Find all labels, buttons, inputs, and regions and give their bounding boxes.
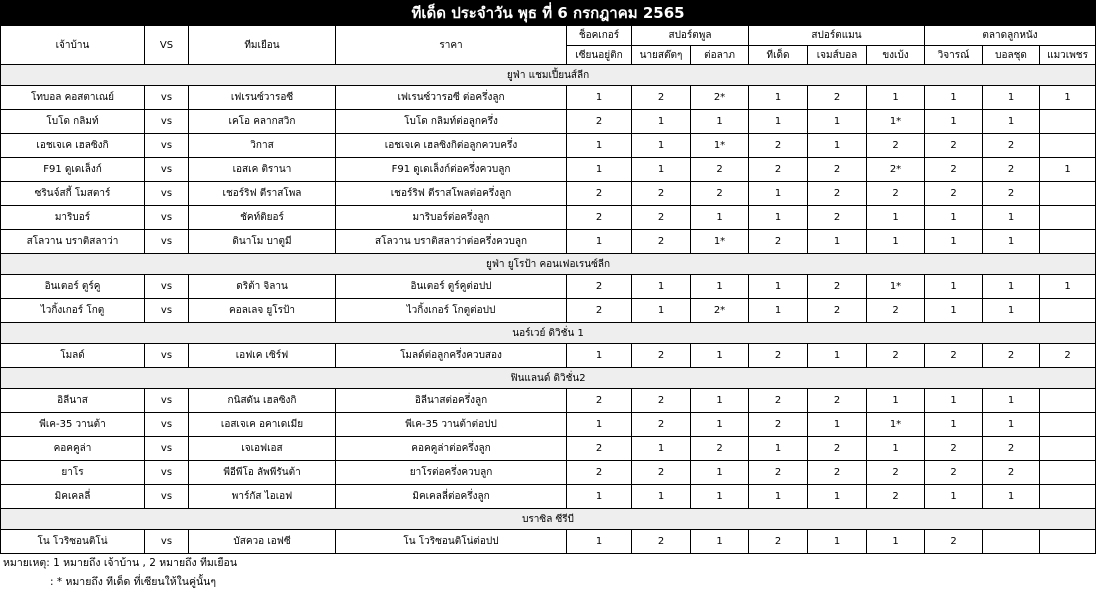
pick-cell: 2	[867, 299, 925, 323]
away-team: วิกาส	[189, 134, 336, 158]
pick-cell: 1	[983, 206, 1040, 230]
pick-cell: 1	[808, 110, 867, 134]
pick-cell: 1	[567, 413, 632, 437]
pick-cell: 2	[749, 530, 808, 554]
pick-cell: 2	[567, 206, 632, 230]
pick-cell: 2	[983, 158, 1040, 182]
price-line: ยาโรต่อครึ่งควบลูก	[336, 461, 567, 485]
away-team: เคโอ คลากสวิก	[189, 110, 336, 134]
pick-cell	[1040, 299, 1096, 323]
pick-cell: 1	[983, 413, 1040, 437]
vs-label: vs	[145, 275, 189, 299]
vs-label: vs	[145, 344, 189, 368]
pick-cell: 1	[808, 413, 867, 437]
pick-cell: 1	[567, 230, 632, 254]
pick-cell: 1	[925, 206, 983, 230]
pick-cell: 2	[925, 158, 983, 182]
match-row	[1, 206, 1096, 230]
pick-cell	[1040, 413, 1096, 437]
subheader-tipster-8: บอลชุด	[983, 46, 1040, 65]
price-line: เอชเจเค เฮลซิงกิต่อลูกควบครึ่ง	[336, 134, 567, 158]
pick-cell: 1	[867, 530, 925, 554]
match-row	[1, 413, 1096, 437]
pick-cell: 2	[925, 461, 983, 485]
pick-cell: 1	[691, 110, 749, 134]
vs-label: vs	[145, 230, 189, 254]
pick-cell: 2	[808, 206, 867, 230]
header-away: ทีมเยือน	[189, 26, 336, 65]
pick-cell: 2	[567, 461, 632, 485]
vs-label: vs	[145, 110, 189, 134]
pick-cell: 2	[749, 413, 808, 437]
pick-cell: 1	[749, 485, 808, 509]
home-team: โมลด์	[1, 344, 145, 368]
pick-cell: 1	[632, 299, 691, 323]
price-line: โน โวริซอนติโน่ต่อปป	[336, 530, 567, 554]
away-team: พีอีพีโอ ลัพพีรันต้า	[189, 461, 336, 485]
pick-cell: 2	[749, 158, 808, 182]
pick-cell: 1	[808, 230, 867, 254]
pick-cell: 1	[632, 485, 691, 509]
pick-cell	[1040, 437, 1096, 461]
away-team: เอสเค ติรานา	[189, 158, 336, 182]
pick-cell: 1	[983, 485, 1040, 509]
pick-cell: 1	[691, 530, 749, 554]
note-legend-teams: หมายเหตุ: 1 หมายถึง เจ้าบ้าน , 2 หมายถึง ทีมเยือน	[3, 557, 238, 569]
pick-cell: 2	[983, 182, 1040, 206]
away-team: คอลเลจ ยูโรป้า	[189, 299, 336, 323]
pick-cell	[1040, 230, 1096, 254]
away-team: ชัคท์ติยอร์	[189, 206, 336, 230]
pick-cell: 2	[808, 389, 867, 413]
away-team: พาร์กัส ไอเอฟ	[189, 485, 336, 509]
away-team: เชอร์ริฟ ตีราสโพล	[189, 182, 336, 206]
header-home: เจ้าบ้าน	[1, 26, 145, 65]
league-name: นอร์เวย์ ดิวิชั่น 1	[1, 323, 1096, 344]
pick-cell: 1	[925, 86, 983, 110]
match-row	[1, 437, 1096, 461]
pick-cell: 1	[808, 134, 867, 158]
pick-cell: 2	[632, 86, 691, 110]
pick-cell	[1040, 485, 1096, 509]
pick-cell: 1	[632, 110, 691, 134]
pick-cell: 1	[691, 344, 749, 368]
pick-cell: 1	[691, 461, 749, 485]
match-row	[1, 275, 1096, 299]
match-row	[1, 110, 1096, 134]
price-line: โบโด กลิมท์ต่อลูกครึ่ง	[336, 110, 567, 134]
home-team: สโลวาน บราติสลาว่า	[1, 230, 145, 254]
league-name: ยูฟ่า ยูโรป้า คอนเฟอเรนซ์ลีก	[1, 254, 1096, 275]
header-price: ราคา	[336, 26, 567, 65]
match-row	[1, 299, 1096, 323]
price-line: อิลีนาสต่อครึ่งลูก	[336, 389, 567, 413]
match-row	[1, 134, 1096, 158]
pick-cell: 2	[567, 437, 632, 461]
pick-cell: 2	[567, 110, 632, 134]
match-row	[1, 485, 1096, 509]
pick-cell: 2	[983, 461, 1040, 485]
pick-cell: 2	[749, 389, 808, 413]
pick-cell: 2	[691, 182, 749, 206]
pick-cell: 1	[749, 437, 808, 461]
match-row	[1, 461, 1096, 485]
pick-cell: 1	[567, 485, 632, 509]
subheader-tipster-7: วิจารณ์	[925, 46, 983, 65]
home-team: เอชเจเค เฮลซิงกิ	[1, 134, 145, 158]
vs-label: vs	[145, 134, 189, 158]
pick-cell: 1	[983, 389, 1040, 413]
pick-cell: 2	[749, 461, 808, 485]
pick-cell: 1*	[867, 413, 925, 437]
price-line: เชอร์ริฟ ตีราสโพลต่อครึ่งลูก	[336, 182, 567, 206]
home-team: ยาโร	[1, 461, 145, 485]
pick-cell: 1	[925, 275, 983, 299]
pick-cell	[1040, 134, 1096, 158]
league-row	[1, 509, 1096, 530]
pick-cell: 1	[749, 182, 808, 206]
pick-cell: 1	[632, 275, 691, 299]
pick-cell: 2	[567, 389, 632, 413]
subheader-tipster-3: ต่อลาภ	[691, 46, 749, 65]
league-name: ยูฟ่า แชมเปี้ยนส์ลีก	[1, 65, 1096, 86]
pick-cell: 1	[983, 230, 1040, 254]
pick-cell: 2	[632, 389, 691, 413]
match-row	[1, 158, 1096, 182]
vs-label: vs	[145, 413, 189, 437]
pick-cell: 1	[925, 389, 983, 413]
pick-cell: 1	[567, 530, 632, 554]
pick-cell: 1	[983, 110, 1040, 134]
pick-cell: 2	[749, 134, 808, 158]
pick-cell: 2	[808, 86, 867, 110]
home-team: อินเตอร์ ตูร์คู	[1, 275, 145, 299]
pick-cell	[1040, 182, 1096, 206]
home-team: โบโด กลิมท์	[1, 110, 145, 134]
group-header-sportman: สปอร์ตแมน	[749, 26, 925, 46]
away-team: ดินาโม บาตูมี	[189, 230, 336, 254]
away-team: เฟเรนซ์วารอซี	[189, 86, 336, 110]
pick-cell: 1	[808, 344, 867, 368]
vs-label: vs	[145, 182, 189, 206]
league-row	[1, 254, 1096, 275]
subheader-tipster-5: เจมส์บอล	[808, 46, 867, 65]
subheader-tipster-9: แมวเพชร	[1040, 46, 1096, 65]
vs-label: vs	[145, 299, 189, 323]
pick-cell: 1	[749, 299, 808, 323]
pick-cell: 2	[749, 230, 808, 254]
table-body	[1, 65, 1096, 554]
match-row	[1, 530, 1096, 554]
home-team: มิคเคลลี่	[1, 485, 145, 509]
pick-cell: 2	[867, 461, 925, 485]
pick-cell: 1	[925, 110, 983, 134]
pick-cell: 1*	[867, 110, 925, 134]
pick-cell: 1	[867, 86, 925, 110]
pick-cell: 2	[749, 344, 808, 368]
pick-cell: 1	[691, 206, 749, 230]
vs-label: vs	[145, 86, 189, 110]
league-name: บราซิล ซีรีบี	[1, 509, 1096, 530]
pick-cell	[983, 530, 1040, 554]
match-row	[1, 182, 1096, 206]
league-row	[1, 65, 1096, 86]
price-line: มิคเคลลี่ต่อครึ่งลูก	[336, 485, 567, 509]
match-row	[1, 389, 1096, 413]
pick-cell: 1*	[691, 230, 749, 254]
away-team: บัสควอ เอฟซี	[189, 530, 336, 554]
pick-cell: 2	[808, 437, 867, 461]
pick-cell: 2	[925, 134, 983, 158]
price-line: มาริบอร์ต่อครึ่งลูก	[336, 206, 567, 230]
league-row	[1, 368, 1096, 389]
home-team: ไวกิ้งเกอร์ โกตู	[1, 299, 145, 323]
price-line: พีเค-35 วานต้าต่อปป	[336, 413, 567, 437]
subheader-tipster-2: นายสต๊ตๆ	[632, 46, 691, 65]
pick-cell: 2	[632, 182, 691, 206]
pick-cell: 1*	[867, 275, 925, 299]
pick-cell: 2	[632, 530, 691, 554]
pick-cell: 1	[867, 206, 925, 230]
home-team: มาริบอร์	[1, 206, 145, 230]
pick-cell: 2	[867, 344, 925, 368]
pick-cell: 1	[749, 206, 808, 230]
pick-cell: 2	[567, 275, 632, 299]
pick-cell: 1	[691, 275, 749, 299]
pick-cell: 1	[983, 86, 1040, 110]
vs-label: vs	[145, 389, 189, 413]
away-team: เอสเจเค อคาเดเมีย	[189, 413, 336, 437]
pick-cell: 2	[808, 182, 867, 206]
pick-cell: 1	[867, 389, 925, 413]
away-team: เอฟเค เซิร์ฟ	[189, 344, 336, 368]
vs-label: vs	[145, 485, 189, 509]
pick-cell: 1	[632, 158, 691, 182]
pick-cell: 1	[1040, 275, 1096, 299]
pick-cell: 2	[1040, 344, 1096, 368]
vs-label: vs	[145, 158, 189, 182]
pick-cell: 1	[567, 86, 632, 110]
away-team: เจเอฟเอส	[189, 437, 336, 461]
group-header-sportpool: สปอร์ตพูล	[632, 26, 749, 46]
subheader-tipster-6: ขงเบ้ง	[867, 46, 925, 65]
pick-cell: 1	[808, 485, 867, 509]
pick-cell: 2	[983, 344, 1040, 368]
vs-label: vs	[145, 530, 189, 554]
subheader-tipster-4: ทีเด็ด	[749, 46, 808, 65]
pick-cell: 2	[632, 230, 691, 254]
vs-label: vs	[145, 461, 189, 485]
pick-cell: 1	[567, 158, 632, 182]
league-row	[1, 323, 1096, 344]
price-line: โมลด์ต่อลูกครึ่งควบสอง	[336, 344, 567, 368]
vs-label: vs	[145, 437, 189, 461]
pick-cell: 2	[632, 461, 691, 485]
pick-cell: 2	[808, 158, 867, 182]
match-row	[1, 230, 1096, 254]
price-line: คอคคูล่าต่อครึ่งลูก	[336, 437, 567, 461]
pick-cell: 1	[808, 530, 867, 554]
pick-cell: 2	[983, 437, 1040, 461]
pick-cell: 1	[567, 344, 632, 368]
home-team: อิลีนาส	[1, 389, 145, 413]
home-team: โน โวริซอนติโน่	[1, 530, 145, 554]
pick-cell: 2	[925, 437, 983, 461]
home-team: พีเค-35 วานต้า	[1, 413, 145, 437]
pick-cell: 2	[632, 413, 691, 437]
pick-cell: 2	[632, 344, 691, 368]
pick-cell: 1	[567, 134, 632, 158]
match-row	[1, 344, 1096, 368]
pick-cell: 2	[808, 299, 867, 323]
pick-cell: 2	[925, 182, 983, 206]
price-line: เฟเรนซ์วารอซี ต่อครึ่งลูก	[336, 86, 567, 110]
pick-cell: 2	[567, 299, 632, 323]
price-line: F91 ดูเดเล็งก์ต่อครึ่งควบลูก	[336, 158, 567, 182]
pick-cell: 1	[749, 86, 808, 110]
pick-cell: 2*	[691, 86, 749, 110]
pick-cell: 1	[632, 437, 691, 461]
pick-cell: 2	[867, 134, 925, 158]
pick-cell	[1040, 389, 1096, 413]
pick-cell: 1	[867, 437, 925, 461]
home-team: F91 ดูเดเล็งก์	[1, 158, 145, 182]
pick-cell: 1	[749, 110, 808, 134]
price-line: อินเตอร์ ตูร์คูต่อปป	[336, 275, 567, 299]
group-header-chockgur: ช็อคเกอร์	[567, 26, 632, 46]
league-name: ฟินแลนด์ ดิวิชั่น2	[1, 368, 1096, 389]
pick-cell: 1	[983, 299, 1040, 323]
home-team: โทบอล คอสตาเณย์	[1, 86, 145, 110]
pick-cell: 1	[691, 413, 749, 437]
pick-cell	[1040, 110, 1096, 134]
pick-cell: 1	[925, 485, 983, 509]
pick-cell: 1*	[691, 134, 749, 158]
pick-cell: 1	[1040, 86, 1096, 110]
pick-cell: 2*	[867, 158, 925, 182]
pick-cell: 2	[632, 206, 691, 230]
notes	[0, 554, 1097, 592]
home-team: คอคคูล่า	[1, 437, 145, 461]
pick-cell: 2	[983, 134, 1040, 158]
pick-cell: 2	[691, 437, 749, 461]
page-title: ทีเด็ด ประจำวัน พุธ ที่ 6 กรกฎาคม 2565	[1, 1, 1096, 26]
pick-cell: 1	[749, 275, 808, 299]
pick-cell: 2	[867, 182, 925, 206]
pick-cell: 2	[867, 485, 925, 509]
pick-cell: 1	[691, 485, 749, 509]
pick-cell	[1040, 461, 1096, 485]
home-team: ซรินจ์สกี้ โมสตาร์	[1, 182, 145, 206]
pick-cell: 1	[925, 230, 983, 254]
pick-cell: 1	[983, 275, 1040, 299]
subheader-tipster-1: เซียนอยู่ติก	[567, 46, 632, 65]
pick-cell: 2	[808, 275, 867, 299]
pick-cell: 1	[691, 389, 749, 413]
price-line: ไวกิ้งเกอร์ โกตูต่อปป	[336, 299, 567, 323]
pick-cell: 2	[808, 461, 867, 485]
pick-cell: 1	[1040, 158, 1096, 182]
pick-cell: 2	[925, 344, 983, 368]
vs-label: vs	[145, 206, 189, 230]
pick-cell: 2	[925, 530, 983, 554]
group-header-market: ตลาดลูกหนัง	[925, 26, 1096, 46]
pick-cell	[1040, 206, 1096, 230]
pick-cell: 2	[567, 182, 632, 206]
pick-cell: 2*	[691, 299, 749, 323]
pick-cell: 2	[691, 158, 749, 182]
pick-cell	[1040, 530, 1096, 554]
pick-cell: 1	[867, 230, 925, 254]
pick-cell: 1	[925, 299, 983, 323]
pick-cell: 1	[632, 134, 691, 158]
away-team: กนิสดัน เฮลซิงกิ	[189, 389, 336, 413]
note-legend-star: : * หมายถึง ทีเด็ด ที่เซียนให้ในคู่นั้นๆ	[50, 576, 217, 588]
match-row	[1, 86, 1096, 110]
pick-cell: 1	[925, 413, 983, 437]
away-team: ดริต้า จิลาน	[189, 275, 336, 299]
header-vs: VS	[145, 26, 189, 65]
price-line: สโลวาน บราติสลาว่าต่อครึ่งควบลูก	[336, 230, 567, 254]
